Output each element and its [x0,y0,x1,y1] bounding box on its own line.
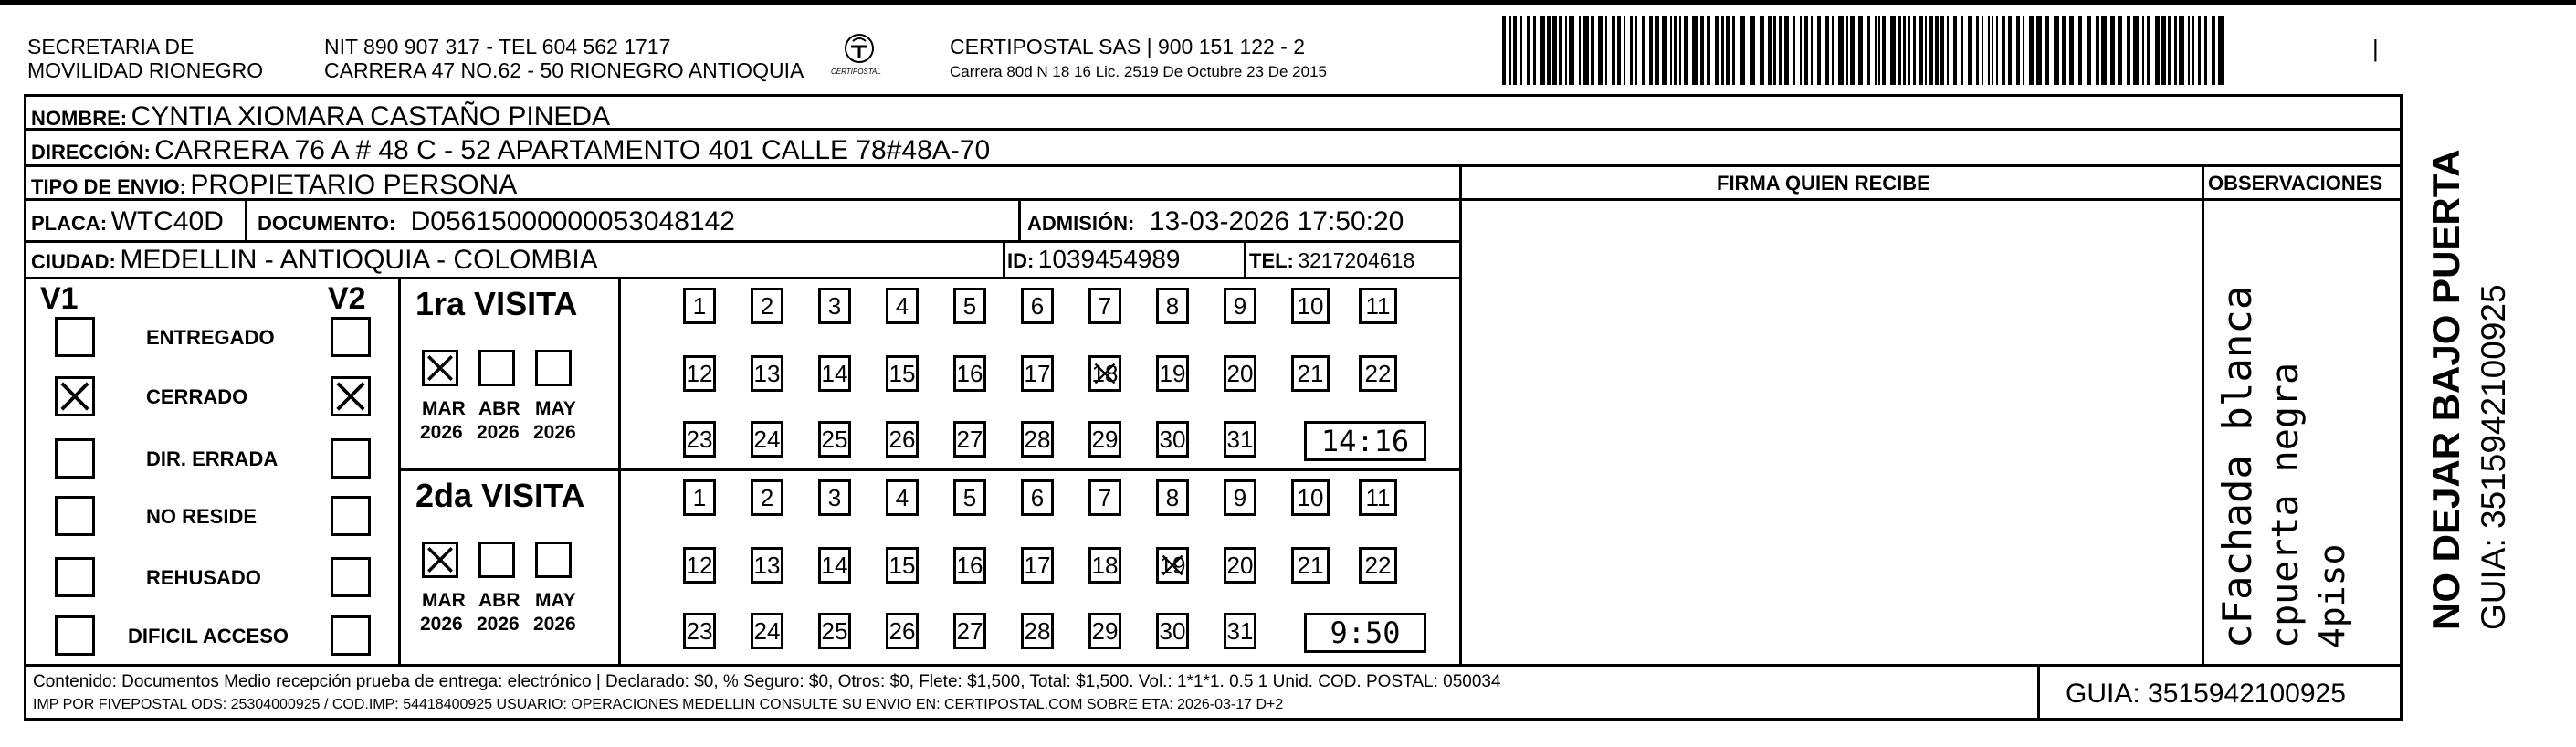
col-line [1459,164,1462,664]
day-box[interactable]: 6 [1021,479,1054,516]
status-v2-checkbox[interactable] [331,496,371,536]
top-border [0,0,2576,5]
document-value: D05615000000053048142 [410,206,735,237]
day-box[interactable]: 1 [683,479,716,516]
day-box[interactable]: 18 [1088,355,1121,392]
month-label: MAR [422,398,466,419]
month-label: ABR [478,590,520,611]
month-label: MAY [535,398,576,419]
status-v1-checkbox[interactable] [55,376,95,416]
address-value: CARRERA 76 A # 48 C - 52 APARTAMENTO 401 CALLE 78#48A-70 [154,135,991,165]
day-box[interactable]: 11 [1359,479,1397,516]
status-v2-checkbox[interactable] [331,376,371,416]
id-value: 1039454989 [1037,245,1181,273]
v2-header: V2 [328,281,366,316]
day-box[interactable]: 25 [818,613,851,649]
day-box[interactable]: 29 [1088,613,1121,649]
nit-line-2: CARRERA 47 NO.62 - 50 RIONEGRO ANTIOQUIA [324,58,804,82]
day-box[interactable]: 27 [953,613,986,649]
row-line [398,468,1459,471]
send-type-value: PROPIETARIO PERSONA [190,170,518,200]
content-line: Contenido: Documentos Medio recepción prueba de entrega: electrónico | Declarado: $0, % Seguro: $0, Otros: $0, Flete: $1,500, Total: $1,500. Vol.: 1*1*1. 0.5 1 Unid. COD. POSTAL: 050034 [33,672,1501,691]
day-box[interactable]: 5 [953,288,986,324]
day-box[interactable]: 10 [1291,479,1330,516]
month-label: ABR [478,398,520,419]
day-box[interactable]: 13 [751,355,783,392]
signature-header: FIRMA QUIEN RECIBE [1717,172,1930,195]
col-line [2037,664,2040,721]
day-box[interactable]: 1 [683,288,716,324]
month-year: 2026 [420,422,463,443]
day-box[interactable]: 31 [1224,613,1256,649]
document-row [258,208,735,236]
org-line-1: SECRETARIA DE [27,35,195,58]
send-type-row [31,172,517,199]
day-box[interactable]: 13 [751,547,783,584]
day-box[interactable]: 9 [1224,288,1256,324]
day-box[interactable]: 3 [818,288,851,324]
day-mark-icon [1091,358,1124,395]
admission-label: ADMISIÓN: [1027,212,1135,235]
day-box[interactable]: 29 [1088,421,1121,458]
day-box[interactable]: 24 [751,421,783,458]
observations-area [2211,210,2398,658]
day-box[interactable]: 21 [1291,355,1330,392]
day-box[interactable]: 16 [953,355,986,392]
send-type-label: TIPO DE ENVIO: [31,175,186,198]
tel-row [1249,250,1414,271]
status-v1-checkbox[interactable] [55,438,95,479]
logo-text: CERTIPOSTAL [831,68,881,76]
row-line [24,277,1462,279]
status-label: ENTREGADO [146,326,275,349]
name-row [31,103,610,131]
side-warning: NO DEJAR BAJO PUERTA [2424,149,2467,630]
address-row [31,137,990,164]
status-label: CERRADO [146,385,248,408]
col-line [245,198,247,240]
month-label: MAR [422,590,466,611]
row-line [24,664,2403,667]
name-label: NOMBRE: [31,107,128,130]
name-value: CYNTIA XIOMARA CASTAÑO PINEDA [131,101,611,132]
visit-time[interactable]: 9:50 [1304,613,1426,653]
side-panel [2411,110,2571,639]
day-box[interactable]: 25 [818,421,851,458]
month-checkbox[interactable] [422,542,458,578]
observation-line-1: cFachada blanca [2214,285,2261,648]
visit-title: 1ra VISITA [415,285,578,322]
v1-header: V1 [40,281,79,316]
admission-row [1027,208,1404,236]
day-box[interactable]: 27 [953,421,986,458]
status-label: DIR. ERRADA [146,447,279,470]
day-box[interactable]: 4 [886,479,919,516]
day-box[interactable]: 8 [1156,288,1189,324]
month-year: 2026 [477,614,520,635]
observations-header: OBSERVACIONES [2208,172,2383,195]
col-line [1003,240,1005,277]
day-box[interactable]: 12 [683,355,716,392]
month-year: 2026 [477,422,520,443]
nit-line-1: NIT 890 907 317 - TEL 604 562 1717 [324,35,671,58]
month-checkbox[interactable] [478,350,515,386]
day-box[interactable]: 12 [683,547,716,584]
status-label: NO RESIDE [146,505,258,528]
day-box[interactable]: 2 [751,288,783,324]
day-box[interactable]: 31 [1224,421,1256,458]
day-box[interactable]: 19 [1156,355,1189,392]
company-line-1: CERTIPOSTAL SAS | 900 151 122 - 2 [950,35,1306,58]
day-box[interactable]: 23 [683,613,716,649]
day-box[interactable]: 22 [1359,547,1397,584]
day-box[interactable]: 20 [1224,547,1256,584]
city-value: MEDELLIN - ANTIOQUIA - COLOMBIA [120,245,598,275]
month-year: 2026 [420,614,463,635]
guia-box: GUIA: 3515942100925 [2066,679,2346,709]
id-label: ID: [1007,249,1035,272]
day-box[interactable]: 17 [1021,547,1054,584]
day-box[interactable]: 15 [886,355,919,392]
plate-value: WTC40D [110,206,224,237]
month-checkbox[interactable] [535,542,572,578]
day-box[interactable]: 7 [1088,288,1121,324]
city-label: CIUDAD: [31,250,116,273]
admission-value: 13-03-2026 17:50:20 [1149,206,1404,237]
day-box[interactable]: 19 [1156,547,1189,584]
day-box[interactable]: 6 [1021,288,1054,324]
month-label: MAY [535,590,576,611]
status-v1-checkbox[interactable] [55,496,95,536]
day-box[interactable]: 10 [1291,288,1330,324]
month-year: 2026 [533,614,576,635]
day-box[interactable]: 4 [886,288,919,324]
day-box[interactable]: 26 [886,613,919,649]
day-box[interactable]: 30 [1156,613,1189,649]
barcode [1502,16,2228,85]
org-line-2: MOVILIDAD RIONEGRO [27,58,264,82]
visit-title: 2da VISITA [415,477,585,514]
day-box[interactable]: 17 [1021,355,1054,392]
status-label: DIFICIL ACCESO [128,625,289,647]
day-box[interactable]: 21 [1291,547,1330,584]
plate-row [31,208,224,236]
day-box[interactable]: 11 [1359,288,1397,324]
month-checkbox[interactable] [535,350,572,386]
day-box[interactable]: 3 [818,479,851,516]
col-line [1018,198,1021,240]
visit-time[interactable]: 14:16 [1304,421,1426,461]
month-year: 2026 [533,422,576,443]
id-row [1007,247,1181,272]
day-box[interactable]: 24 [751,613,783,649]
status-v2-checkbox[interactable] [331,317,371,357]
day-box[interactable]: 14 [818,355,851,392]
tel-label: TEL: [1249,249,1294,272]
status-v1-checkbox[interactable] [55,557,95,597]
status-v2-checkbox[interactable] [331,615,371,656]
status-v2-checkbox[interactable] [331,557,371,597]
day-box[interactable]: 5 [953,479,986,516]
day-box[interactable]: 8 [1156,479,1189,516]
side-guia: GUIA: 3515942100925 [2475,284,2512,630]
observation-line-2: cpuerta negra [2265,362,2307,648]
certipostal-logo [840,31,878,69]
day-box[interactable]: 30 [1156,421,1189,458]
col-line [1244,240,1246,277]
tel-value: 3217204618 [1298,248,1415,272]
day-box[interactable]: 23 [683,421,716,458]
day-box[interactable]: 2 [751,479,783,516]
day-mark-icon [1159,550,1192,586]
day-box[interactable]: 20 [1224,355,1256,392]
document-label: DOCUMENTO: [258,212,396,235]
address-label: DIRECCIÓN: [31,141,151,163]
month-checkbox[interactable] [478,542,515,578]
status-v2-checkbox[interactable] [331,438,371,479]
company-line-2: Carrera 80d N 18 16 Lic. 2519 De Octubre 23 De 2015 [950,63,1327,80]
status-label: REHUSADO [146,566,261,589]
day-box[interactable]: 26 [886,421,919,458]
status-v1-checkbox[interactable] [55,615,95,656]
month-checkbox[interactable] [422,350,458,386]
tick-mark: | [2372,35,2379,62]
col-line [2202,164,2204,664]
imp-line: IMP POR FIVEPOSTAL ODS: 25304000925 / COD.IMP: 54418400925 USUARIO: OPERACIONES MEDELLIN CONSULTE SU ENVIO EN: CERTIPOSTAL.COM SOBRE ETA: 2026-03-17 D+2 [33,697,1284,712]
status-v1-checkbox[interactable] [55,317,95,357]
day-box[interactable]: 16 [953,547,986,584]
day-box[interactable]: 7 [1088,479,1121,516]
observation-line-3: 4piso [2312,543,2352,648]
day-box[interactable]: 15 [886,547,919,584]
day-box[interactable]: 14 [818,547,851,584]
day-box[interactable]: 28 [1021,613,1054,649]
plate-label: PLACA: [31,212,108,235]
day-box[interactable]: 28 [1021,421,1054,458]
day-box[interactable]: 18 [1088,547,1121,584]
city-row [31,247,598,274]
day-box[interactable]: 22 [1359,355,1397,392]
day-box[interactable]: 9 [1224,479,1256,516]
